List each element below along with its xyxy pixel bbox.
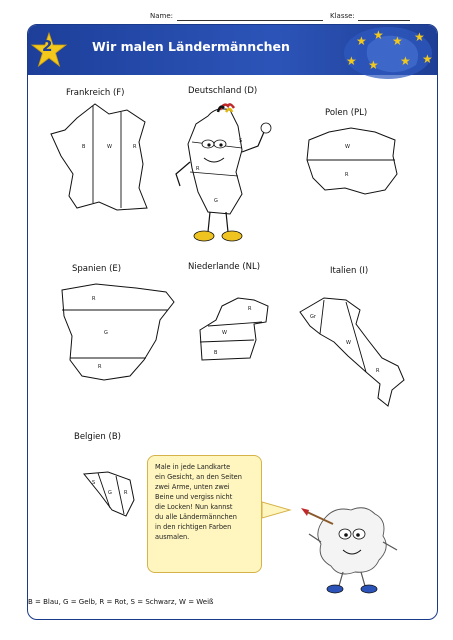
instruction-line: in den richtigen Farben: [155, 523, 232, 531]
country-label-italy: Italien (I): [330, 266, 369, 276]
title-banner: [28, 25, 437, 75]
instruction-line: Male in jede Landkarte: [155, 463, 231, 471]
instruction-line: zwei Arme, unten zwei: [155, 483, 230, 491]
map-poland[interactable]: [305, 124, 400, 203]
country-label-germany: Deutschland (D): [188, 86, 258, 96]
instruction-line: die Locken! Nun kannst: [155, 503, 233, 511]
eu-star-icon: ★: [414, 30, 425, 44]
class-label: Klasse:: [330, 12, 355, 20]
stripe-letter: G: [214, 198, 218, 204]
instruction-bubble: [147, 455, 262, 573]
name-field-line[interactable]: [177, 20, 323, 21]
map-italy[interactable]: [294, 294, 409, 418]
map-france[interactable]: [47, 100, 157, 219]
country-label-france: Frankreich (F): [66, 88, 125, 98]
instruction-line: du alle Ländermännchen: [155, 513, 237, 521]
germany-mascot: [168, 102, 286, 256]
stripe-letter: R: [248, 306, 252, 312]
stripe-letter: R: [345, 172, 349, 178]
country-label-netherlands: Niederlande (NL): [188, 262, 261, 272]
country-label-spain: Spanien (E): [72, 264, 122, 274]
eu-star-icon: ★: [373, 28, 384, 42]
stripe-letter: R: [376, 368, 380, 374]
stripe-letter: R: [92, 296, 96, 302]
stripe-letter: R: [196, 166, 200, 172]
eu-star-icon: ★: [422, 52, 433, 66]
map-spain[interactable]: [56, 280, 181, 394]
instruction-line: ausmalen.: [155, 533, 190, 541]
stripe-letter: R: [133, 144, 137, 150]
stripe-letter: B: [214, 350, 218, 356]
page-title: Wir malen Ländermännchen: [92, 39, 290, 54]
instruction-line: Beine und vergiss nicht: [155, 493, 233, 501]
stripe-letter: S: [239, 138, 243, 144]
stripe-letter: Gr: [310, 314, 316, 320]
exercise-number: 2: [42, 37, 53, 55]
eu-star-icon: ★: [400, 54, 411, 68]
map-belgium[interactable]: [82, 470, 142, 524]
color-legend: B = Blau, G = Gelb, R = Rot, S = Schwarz, W = Weiß: [28, 598, 214, 606]
eu-star-icon: ★: [346, 54, 357, 68]
instruction-line: ein Gesicht, an den Seiten: [155, 473, 242, 481]
stripe-letter: G: [108, 490, 112, 496]
stripe-letter: W: [222, 330, 227, 336]
stripe-letter: R: [98, 364, 102, 370]
name-label: Name:: [150, 12, 174, 20]
eu-star-icon: ★: [356, 34, 367, 48]
country-label-poland: Polen (PL): [325, 108, 368, 118]
stripe-letter: W: [346, 340, 351, 346]
map-netherlands[interactable]: [198, 296, 273, 375]
stripe-letter: W: [107, 144, 112, 150]
country-label-belgium: Belgien (B): [74, 432, 121, 442]
stripe-letter: R: [124, 490, 128, 496]
class-field-line[interactable]: [358, 20, 410, 21]
europe-mascot: [295, 498, 410, 602]
stripe-letter: G: [104, 330, 108, 336]
stripe-letter: B: [82, 144, 86, 150]
eu-star-icon: ★: [368, 58, 379, 72]
header-line: [0, 6, 453, 24]
stripe-letter: S: [92, 480, 96, 486]
eu-star-icon: ★: [392, 34, 403, 48]
bubble-tail: [262, 500, 292, 520]
stripe-letter: W: [345, 144, 350, 150]
